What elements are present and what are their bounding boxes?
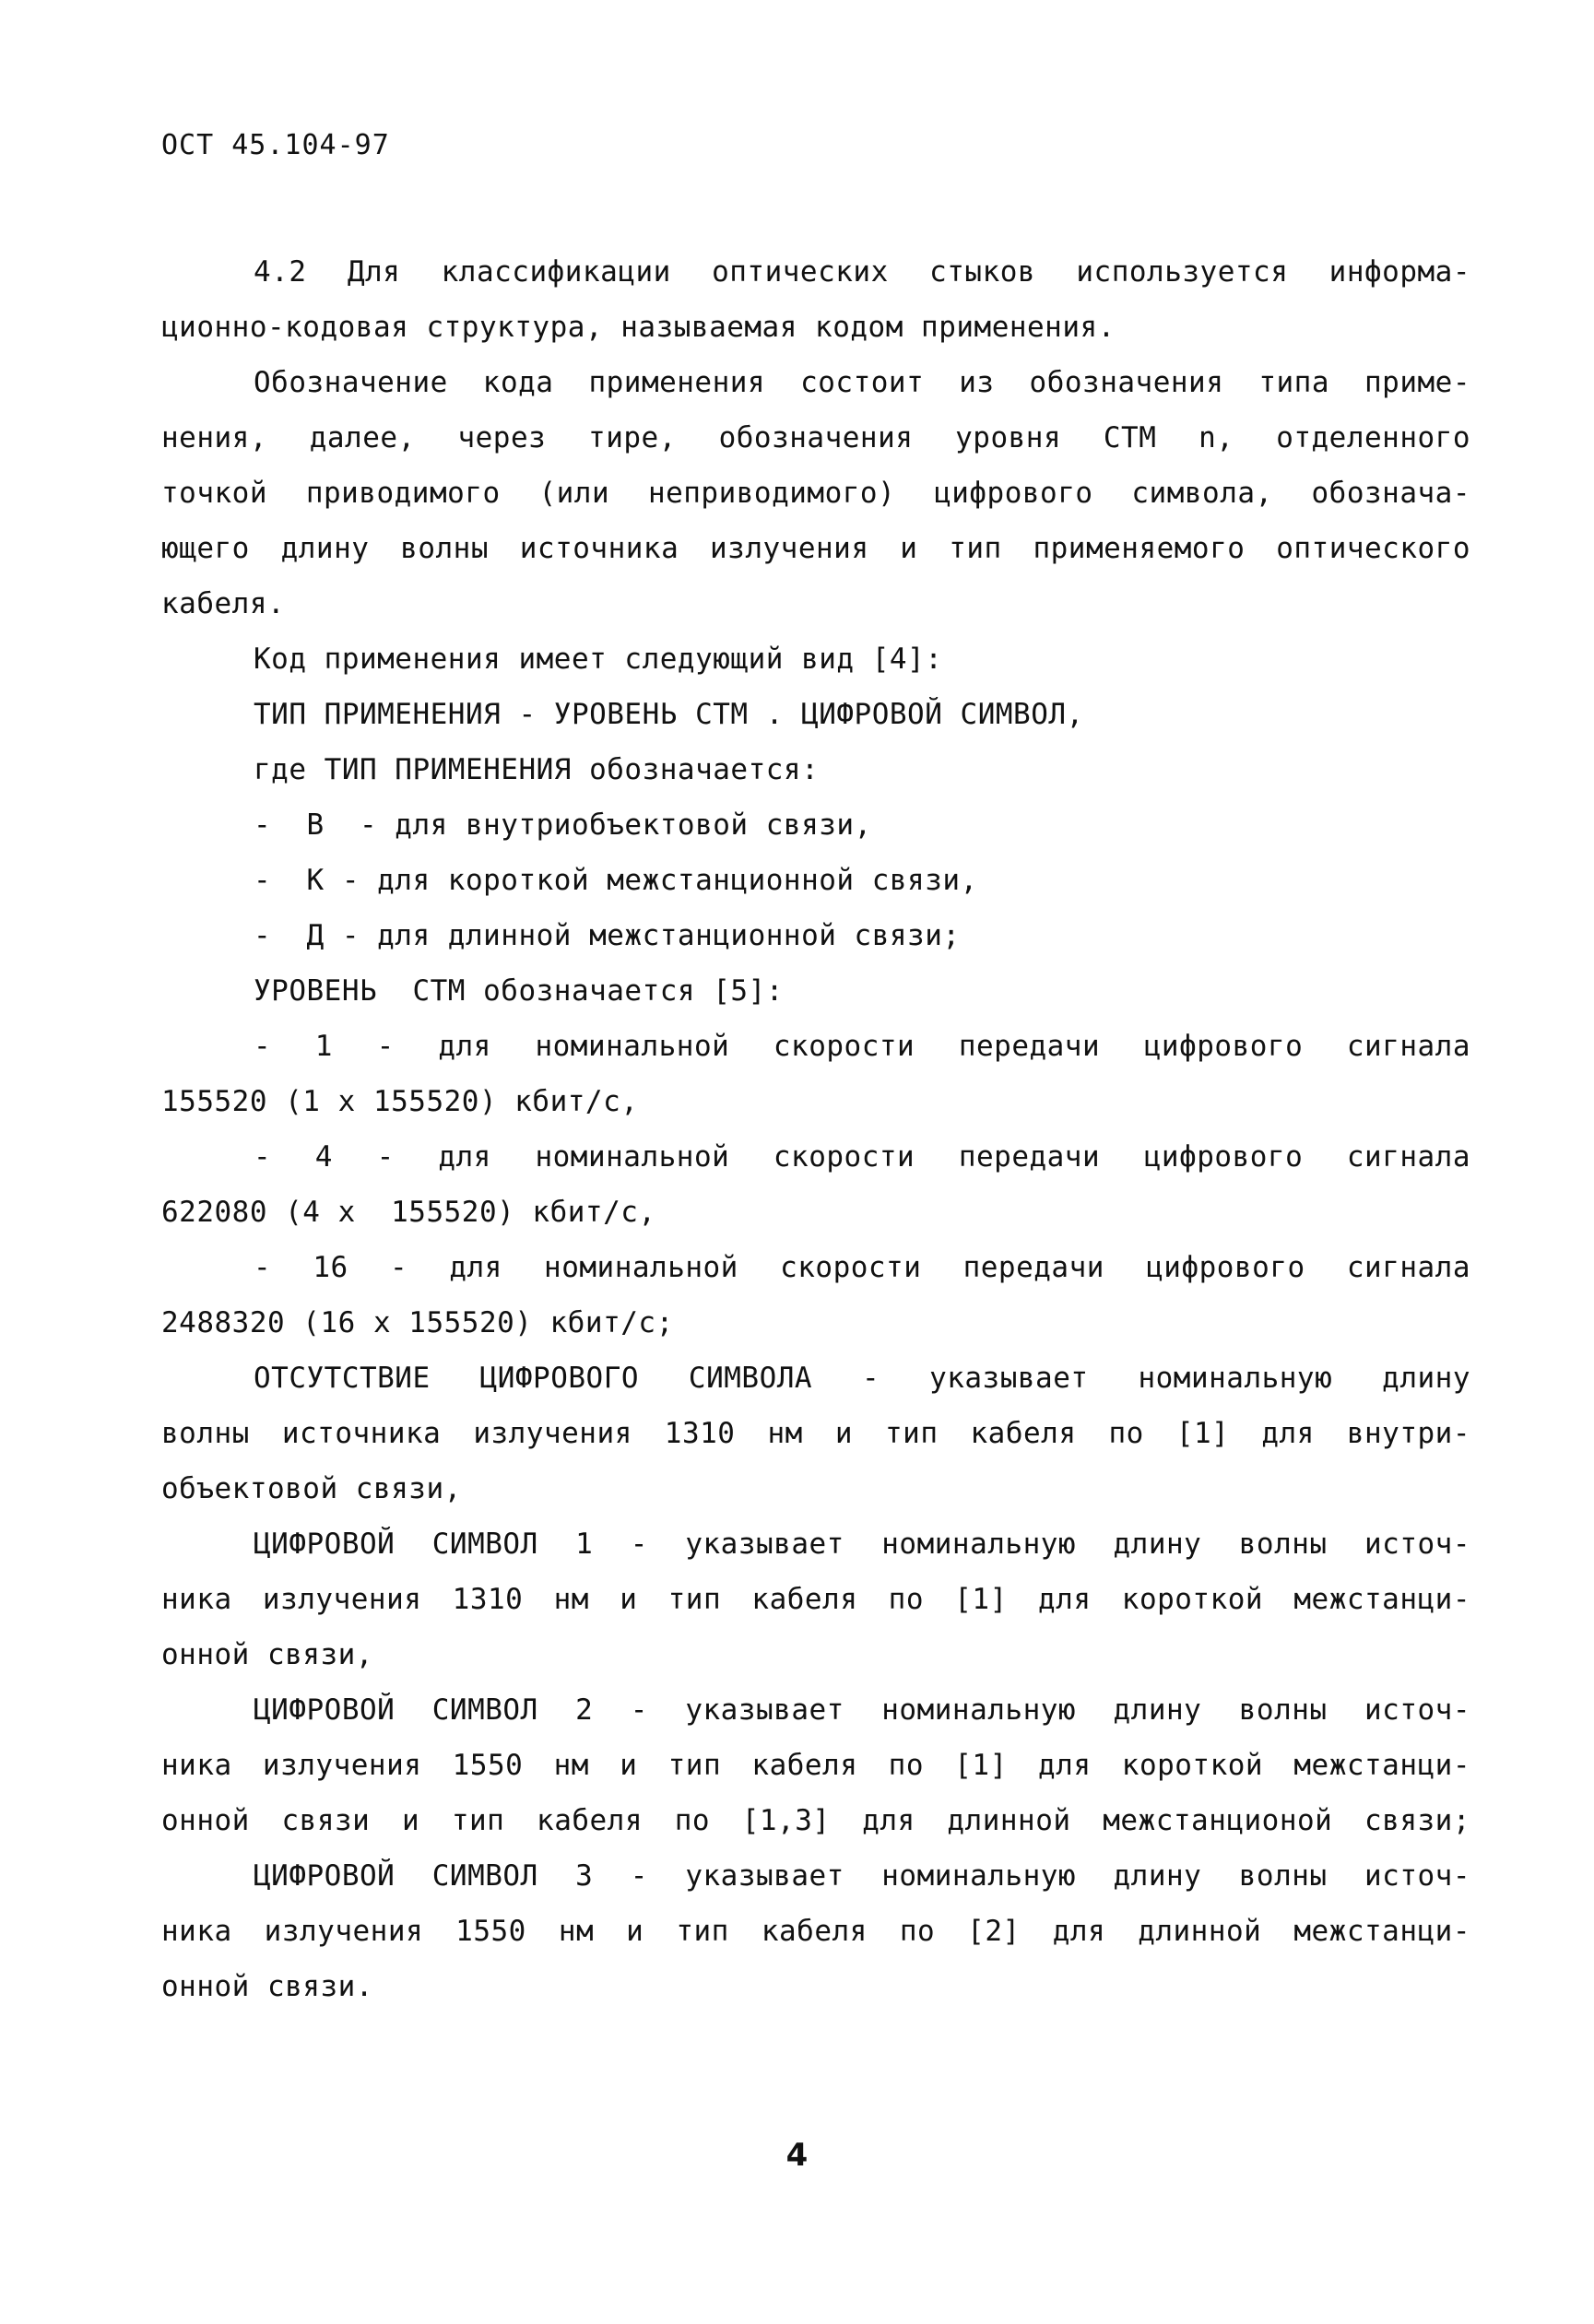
text-line: ника излучения 1550 нм и тип кабеля по [1] для короткой межстанци- xyxy=(161,1749,1470,1782)
text-line: ОТСУТСТВИЕ ЦИФРОВОГО СИМВОЛА - указывает номинальную длину xyxy=(254,1362,1470,1395)
text-line: онной связи. xyxy=(161,1970,373,2003)
text-line: нения, далее, через тире, обозначения уровня СТМ n, отделенного xyxy=(161,421,1470,454)
text-line: кабеля. xyxy=(161,587,286,620)
list-item: - К - для короткой межстанционной связи, xyxy=(254,864,978,897)
text-line: точкой приводимого (или неприводимого) цифрового символа, обознача- xyxy=(161,477,1470,510)
text-line: 622080 (4 x 155520) кбит/с, xyxy=(161,1196,656,1229)
text-line: где ТИП ПРИМЕНЕНИЯ обозначается: xyxy=(254,753,820,786)
text-line: ЦИФРОВОЙ СИМВОЛ 1 - указывает номинальную длину волны источ- xyxy=(254,1528,1470,1561)
text-line: ционно-кодовая структура, называемая кодом применения. xyxy=(161,311,1116,344)
text-line: УРОВЕНЬ СТМ обозначается [5]: xyxy=(254,974,784,1008)
text-line: Обозначение кода применения состоит из обозначения типа приме- xyxy=(254,366,1470,399)
text-line: ника излучения 1310 нм и тип кабеля по [1] для короткой межстанци- xyxy=(161,1583,1470,1616)
text-line: 4.2 Для классификации оптических стыков используется информа- xyxy=(254,255,1470,289)
list-item: - В - для внутриобъектовой связи, xyxy=(254,808,872,842)
list-item: - 16 - для номинальной скорости передачи цифрового сигнала xyxy=(254,1251,1470,1284)
text-line: онной связи, xyxy=(161,1638,373,1671)
text-line: 155520 (1 x 155520) кбит/с, xyxy=(161,1085,639,1118)
list-item: - 1 - для номинальной скорости передачи цифрового сигнала xyxy=(254,1030,1470,1063)
text-line: ЦИФРОВОЙ СИМВОЛ 2 - указывает номинальную длину волны источ- xyxy=(254,1693,1470,1727)
document-body xyxy=(161,244,1470,2014)
list-item: - 4 - для номинальной скорости передачи цифрового сигнала xyxy=(254,1140,1470,1174)
text-line: объектовой связи, xyxy=(161,1472,462,1505)
list-item: - Д - для длинной межстанционной связи; xyxy=(254,919,961,952)
document-code-header: ОСТ 45.104-97 xyxy=(161,129,390,161)
page-number: 4 xyxy=(785,2137,809,2174)
text-line: ника излучения 1550 нм и тип кабеля по [2] для длинной межстанци- xyxy=(161,1915,1470,1948)
code-format-line: ТИП ПРИМЕНЕНИЯ - УРОВЕНЬ СТМ . ЦИФРОВОЙ СИМВОЛ, xyxy=(254,698,1084,731)
text-line: 2488320 (16 x 155520) кбит/с; xyxy=(161,1306,674,1339)
text-line: ющего длину волны источника излучения и тип применяемого оптического xyxy=(161,532,1470,565)
text-line: онной связи и тип кабеля по [1,3] для длинной межстанционой связи; xyxy=(161,1804,1470,1837)
text-line: волны источника излучения 1310 нм и тип кабеля по [1] для внутри- xyxy=(161,1417,1470,1450)
text-line: Код применения имеет следующий вид [4]: xyxy=(254,643,943,676)
text-line: ЦИФРОВОЙ СИМВОЛ 3 - указывает номинальную длину волны источ- xyxy=(254,1859,1470,1893)
